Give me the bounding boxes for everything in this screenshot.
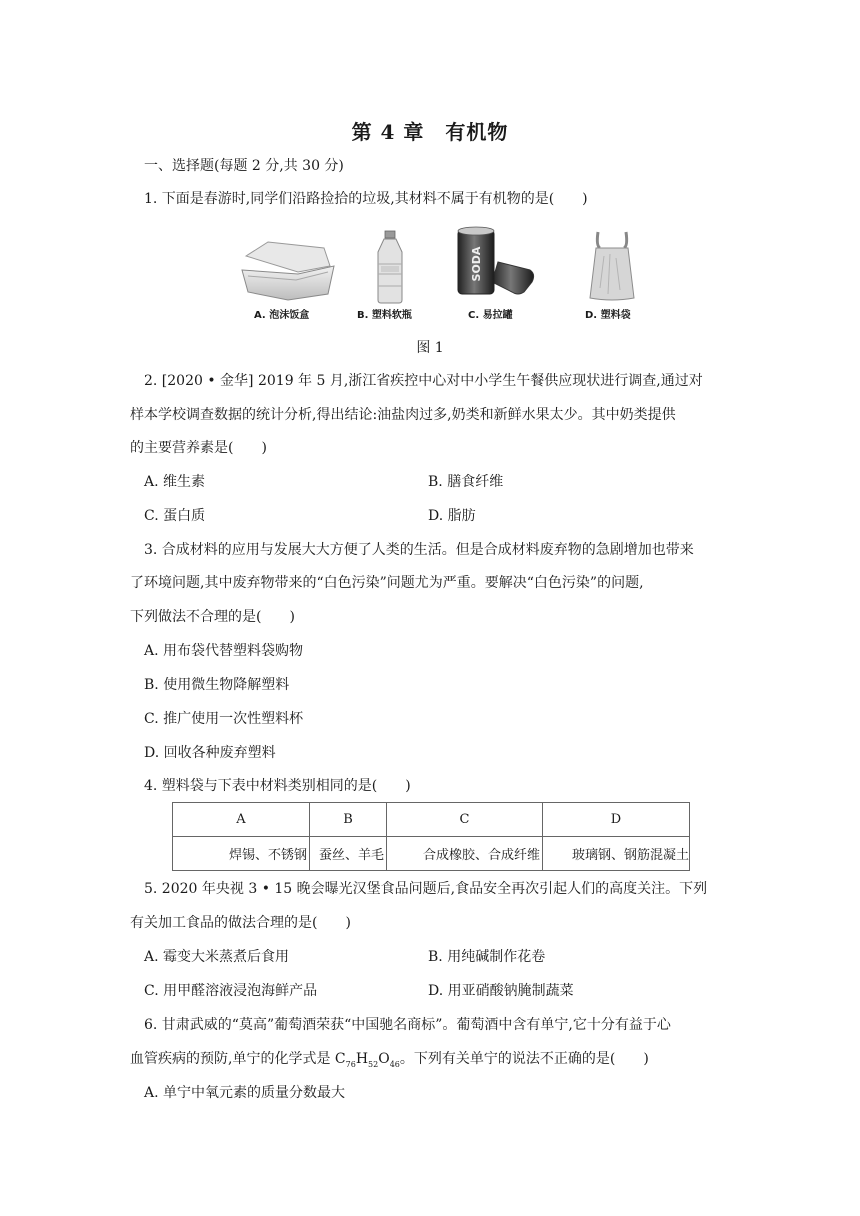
plastic-bag-icon bbox=[586, 228, 638, 302]
question-3-line-2: 了环境问题,其中废弃物带来的“白色污染”问题尤为严重。要解决“白色污染”的问题, bbox=[130, 575, 644, 591]
plastic-bottle-icon bbox=[372, 230, 408, 304]
question-5-option-c: C. 用甲醛溶液浸泡海鲜产品 bbox=[144, 983, 318, 999]
question-3-option-b: B. 使用微生物降解塑料 bbox=[144, 677, 290, 693]
question-3-option-d: D. 回收各种废弃塑料 bbox=[144, 745, 276, 761]
formula-h: H bbox=[355, 1051, 369, 1067]
foam-box-icon bbox=[238, 236, 338, 302]
question-2-option-c: C. 蛋白质 bbox=[144, 508, 206, 524]
formula-subscript-o: 46 bbox=[389, 1059, 400, 1069]
question-5-option-d: D. 用亚硝酸钠腌制蔬菜 bbox=[428, 983, 574, 999]
svg-text:SODA: SODA bbox=[470, 246, 483, 282]
question-6-line-2-end: 。下列有关单宁的说法不正确的是( ) bbox=[399, 1051, 649, 1067]
formula-subscript-c: 76 bbox=[345, 1059, 356, 1069]
figure-caption: 图 1 bbox=[416, 340, 444, 356]
table-cell-d: 玻璃钢、钢筋混凝土 bbox=[543, 837, 690, 871]
question-6-line-2 bbox=[130, 1049, 649, 1075]
question-2-line-3: 的主要营养素是( ) bbox=[130, 440, 267, 456]
question-1-stem: 1. 下面是春游时,同学们沿路捡拾的垃圾,其材料不属于有机物的是( ) bbox=[144, 191, 588, 207]
question-3-option-a: A. 用布袋代替塑料袋购物 bbox=[144, 643, 304, 659]
option-a-caption: A. 泡沫饭盒 bbox=[254, 310, 310, 321]
table-header-c: C bbox=[387, 803, 543, 837]
formula-o: O bbox=[378, 1051, 390, 1067]
question-4-stem: 4. 塑料袋与下表中材料类别相同的是( ) bbox=[144, 778, 411, 794]
table-cell-a: 焊锡、不锈钢 bbox=[173, 837, 310, 871]
soda-can-icon bbox=[452, 226, 538, 298]
question-3-line-3: 下列做法不合理的是( ) bbox=[130, 609, 295, 625]
question-2-option-d: D. 脂肪 bbox=[428, 508, 476, 524]
option-b-caption: B. 塑料软瓶 bbox=[357, 310, 412, 321]
table-header-row bbox=[173, 803, 690, 837]
option-d-caption: D. 塑料袋 bbox=[585, 310, 631, 321]
table-header-d: D bbox=[543, 803, 690, 837]
formula-subscript-h: 52 bbox=[368, 1059, 379, 1069]
chapter-title: 第 4 章 有机物 bbox=[351, 120, 509, 144]
table-row bbox=[173, 837, 690, 871]
table-cell-c: 合成橡胶、合成纤维 bbox=[387, 837, 543, 871]
question-6-line-2-start: 血管疾病的预防,单宁的化学式是 C bbox=[130, 1051, 346, 1067]
question-2-line-1: 2. [2020 • 金华] 2019 年 5 月,浙江省疾控中心对中小学生午餐供应现状进行调查,通过对 bbox=[144, 373, 703, 389]
question-5-line-2: 有关加工食品的做法合理的是( ) bbox=[130, 915, 351, 931]
question-2-line-2: 样本学校调查数据的统计分析,得出结论:油盐肉过多,奶类和新鲜水果太少。其中奶类提供 bbox=[130, 407, 676, 423]
section-header: 一、选择题(每题 2 分,共 30 分) bbox=[144, 158, 344, 174]
question-3-option-c: C. 推广使用一次性塑料杯 bbox=[144, 711, 304, 727]
question-5-line-1: 5. 2020 年央视 3 • 15 晚会曝光汉堡食品问题后,食品安全再次引起人们的高度关注。下列 bbox=[144, 881, 708, 897]
materials-table bbox=[172, 802, 690, 871]
question-5-option-b: B. 用纯碱制作花卷 bbox=[428, 949, 546, 965]
option-c-caption: C. 易拉罐 bbox=[468, 310, 513, 321]
question-6-option-a: A. 单宁中氧元素的质量分数最大 bbox=[144, 1085, 346, 1101]
table-cell-b: 蚕丝、羊毛 bbox=[310, 837, 387, 871]
question-2-option-b: B. 膳食纤维 bbox=[428, 474, 504, 490]
question-2-option-a: A. 维生素 bbox=[144, 474, 206, 490]
question-6-line-1: 6. 甘肃武威的“莫高”葡萄酒荣获“中国驰名商标”。葡萄酒中含有单宁,它十分有益于心 bbox=[144, 1017, 671, 1033]
question-3-line-1: 3. 合成材料的应用与发展大大方便了人类的生活。但是合成材料废弃物的急剧增加也带来 bbox=[144, 542, 694, 558]
question-5-option-a: A. 霉变大米蒸煮后食用 bbox=[144, 949, 290, 965]
table-header-b: B bbox=[310, 803, 387, 837]
table-header-a: A bbox=[173, 803, 310, 837]
